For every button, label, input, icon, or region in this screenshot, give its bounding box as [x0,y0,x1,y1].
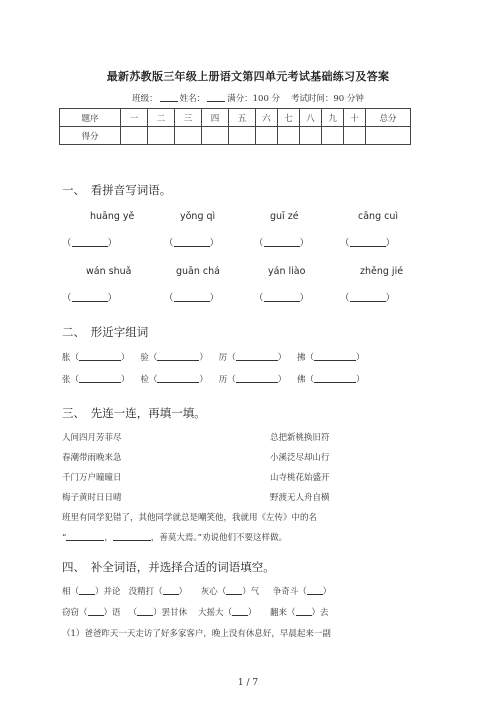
answer-blank[interactable]: （ ） [62,238,118,249]
table-cell: 总分 [366,109,411,127]
answer-blank[interactable]: （ ） [164,293,220,304]
poem-line-left[interactable]: 千门万户曈曈日 [62,473,122,483]
pinyin-item: zhěng jié [360,266,404,277]
poem-line-left[interactable]: 梅子黄时日日晴 [62,493,122,503]
pinyin-item: cāng cuì [358,211,398,222]
fill-in-sentence: “ ， ，善莫大焉。”劝说他们不要这样做。 [62,533,287,543]
page-number: 1 / 7 [237,678,259,688]
answer-blank[interactable] [314,360,356,361]
answer-blank[interactable] [236,360,278,361]
class-blank[interactable] [160,93,178,102]
poem-line-left[interactable]: 人间四月芳菲尽 [62,433,122,443]
answer-blank[interactable] [113,540,151,541]
table-cell: 二 [148,109,175,127]
answer-blank[interactable]: （ ） [340,293,396,304]
table-cell: 九 [322,109,344,127]
class-label: 班级： [132,94,158,104]
answer-blank[interactable] [88,615,104,616]
score-cell[interactable] [256,127,278,145]
answer-blank[interactable] [314,382,356,383]
table-cell: 题序 [60,109,121,127]
poem-line-right[interactable]: 野渡无人舟自横 [270,493,330,503]
poem-line-right[interactable]: 总把新桃换旧符 [270,433,330,443]
name-label: 姓名： [179,94,206,104]
score-cell[interactable] [229,127,256,145]
idiom-row: 相（ ）并论 没精打（ ） 灰心（ ）气 争奇斗（ ） [62,587,332,597]
answer-blank[interactable] [232,615,248,616]
pinyin-item: guān chá [176,266,220,277]
document-title: 最新苏教版三年级上册语文第四单元考试基础练习及答案 [106,70,390,83]
score-cell[interactable] [300,127,322,145]
pinyin-item: yǒng qì [180,211,216,222]
table-cell: 得分 [60,127,121,145]
pinyin-item: wán shuǎ [86,266,132,277]
answer-blank[interactable] [226,594,242,595]
section2-heading: 二、 形近字组词 [62,325,149,339]
table-cell: 六 [256,109,278,127]
answer-blank[interactable] [137,615,153,616]
score-cell[interactable] [121,127,148,145]
answer-blank[interactable] [79,360,121,361]
answer-blank[interactable]: （ ） [62,293,118,304]
exam-info-line [0,92,496,104]
score-table-score-row [60,127,411,145]
answer-blank[interactable]: （ ） [254,293,310,304]
answer-blank[interactable] [236,382,278,383]
answer-blank[interactable]: （ ） [340,238,396,249]
answer-blank[interactable] [66,540,104,541]
name-blank[interactable] [207,93,225,102]
answer-blank[interactable]: （ ） [164,238,220,249]
idiom-row: 窃窃（ ）语 （ ）罢甘休 大摇大（ ） 翻来（ ）去 [62,608,329,618]
paragraph-text: 班里有同学犯错了，其他同学就总是嘲笑他，我就用《左传》中的名 [62,513,318,523]
poem-line-right[interactable]: 小溪泛尽却山行 [270,453,330,463]
similar-char-row: 胀（ ） 验（ ） 厉（ ） 拂（ ） [62,353,365,363]
score-cell[interactable] [148,127,175,145]
score-cell[interactable] [322,127,344,145]
table-cell: 三 [175,109,202,127]
section3-heading: 三、 先连一连，再填一填。 [62,406,206,420]
poem-line-left[interactable]: 春潮带雨晚来急 [62,453,122,463]
answer-blank[interactable]: （ ） [254,238,310,249]
score-cell[interactable] [202,127,229,145]
table-cell: 八 [300,109,322,127]
answer-blank[interactable] [307,594,323,595]
pinyin-item: guī zé [270,211,299,222]
answer-blank[interactable] [79,382,121,383]
score-cell[interactable] [175,127,202,145]
table-cell: 七 [278,109,300,127]
pinyin-item: huāng yě [90,211,135,222]
section1-heading: 一、 看拼音写词语。 [62,183,172,197]
score-cell[interactable] [278,127,300,145]
table-cell: 四 [202,109,229,127]
answer-blank[interactable] [157,382,199,383]
table-cell: 一 [121,109,148,127]
score-cell[interactable] [344,127,366,145]
answer-blank[interactable] [79,594,95,595]
answer-blank[interactable] [163,594,179,595]
score-table-header-row [60,109,411,127]
section4-heading: 四、 补全词语，并选择合适的词语填空。 [62,560,275,574]
poem-line-right[interactable]: 山寺桃花始盛开 [270,473,330,483]
full-score-label: 满分：100 分 [227,94,281,104]
question-text: （1）爸爸昨天一天走访了好多家客户，晚上没有休息好，早晨起来一副 [62,629,331,639]
table-cell: 十 [344,109,366,127]
answer-blank[interactable] [296,615,312,616]
pinyin-item: yán liào [268,266,306,277]
answer-blank[interactable] [157,360,199,361]
table-cell: 五 [229,109,256,127]
score-cell[interactable] [366,127,411,145]
similar-char-row: 张（ ） 检（ ） 历（ ） 佛（ ） [62,375,365,385]
exam-time-label: 考试时间：90 分钟 [290,94,364,104]
score-table [59,108,411,145]
